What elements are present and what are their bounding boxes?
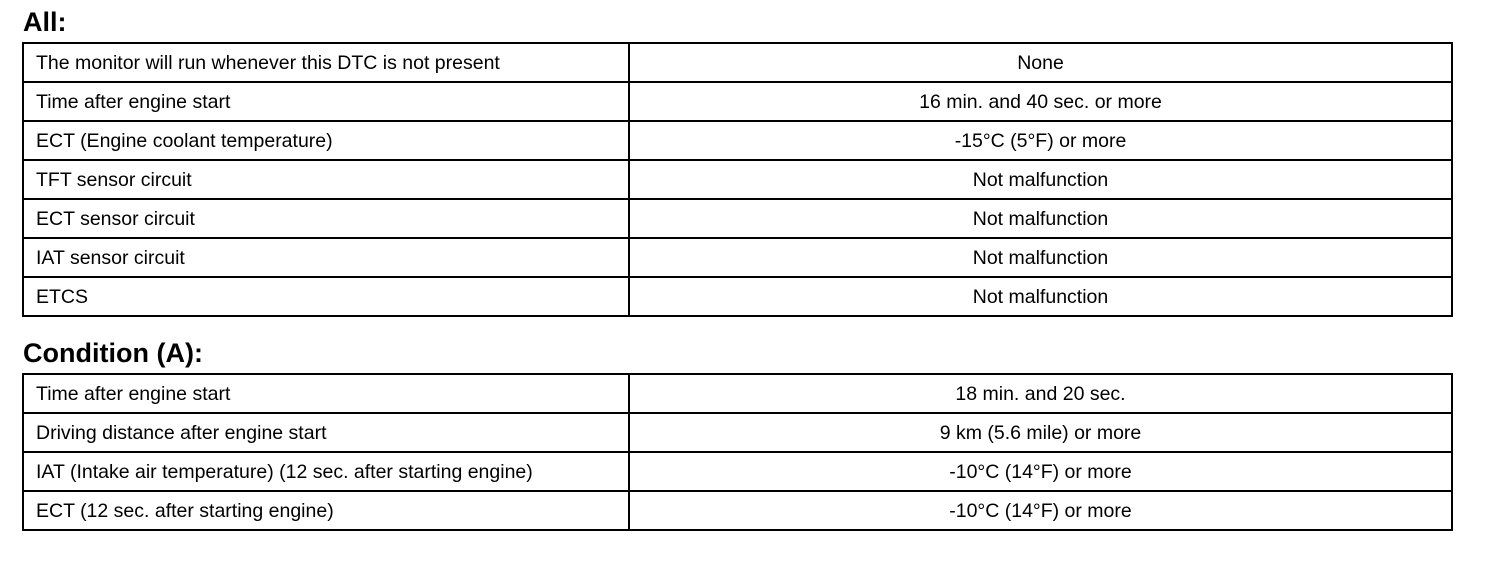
table-row [23, 374, 1452, 413]
table-row [23, 413, 1452, 452]
condition-value: Not malfunction [629, 277, 1452, 316]
condition-value: 18 min. and 20 sec. [629, 374, 1452, 413]
table-row [23, 82, 1452, 121]
condition-value: Not malfunction [629, 199, 1452, 238]
condition-item: Driving distance after engine start [23, 413, 629, 452]
condition-value: 16 min. and 40 sec. or more [629, 82, 1452, 121]
table-row [23, 43, 1452, 82]
condition-value: Not malfunction [629, 238, 1452, 277]
condition-item: ETCS [23, 277, 629, 316]
section-heading-all: All: [23, 7, 67, 37]
condition-value: Not malfunction [629, 160, 1452, 199]
table-row [23, 452, 1452, 491]
section-heading-condition-a: Condition (A): [23, 338, 203, 368]
condition-item: Time after engine start [23, 374, 629, 413]
condition-value: -10°C (14°F) or more [629, 452, 1452, 491]
condition-item: IAT sensor circuit [23, 238, 629, 277]
condition-value: None [629, 43, 1452, 82]
condition-item: ECT (Engine coolant temperature) [23, 121, 629, 160]
condition-item: ECT sensor circuit [23, 199, 629, 238]
table-row [23, 491, 1452, 530]
condition-item: IAT (Intake air temperature) (12 sec. after starting engine) [23, 452, 629, 491]
condition-item: ECT (12 sec. after starting engine) [23, 491, 629, 530]
conditions-table-condition-a [22, 373, 1453, 531]
condition-value: -10°C (14°F) or more [629, 491, 1452, 530]
table-row [23, 238, 1452, 277]
table-row [23, 121, 1452, 160]
table-row [23, 160, 1452, 199]
condition-item: TFT sensor circuit [23, 160, 629, 199]
condition-item: Time after engine start [23, 82, 629, 121]
condition-value: 9 km (5.6 mile) or more [629, 413, 1452, 452]
table-row [23, 277, 1452, 316]
condition-value: -15°C (5°F) or more [629, 121, 1452, 160]
table-row [23, 199, 1452, 238]
conditions-table-all [22, 42, 1453, 317]
condition-item: The monitor will run whenever this DTC is not present [23, 43, 629, 82]
